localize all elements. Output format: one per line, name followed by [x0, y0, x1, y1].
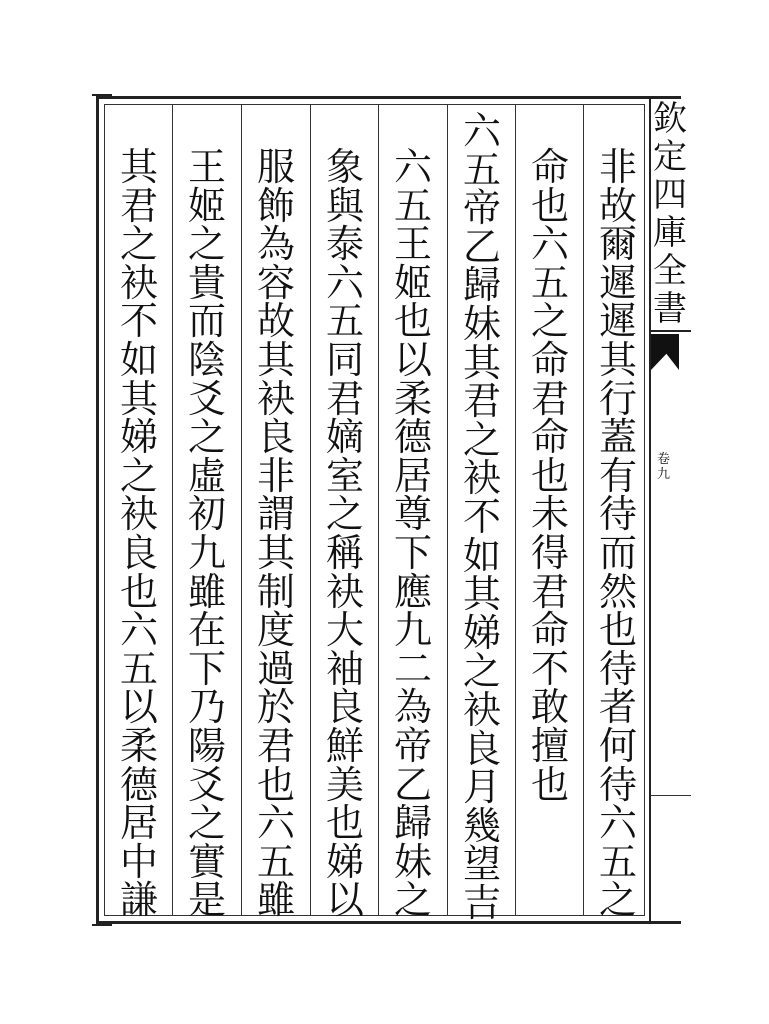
column-char: 象 — [325, 145, 364, 189]
column-char: 王 — [393, 222, 432, 267]
column-divider — [515, 104, 516, 916]
column-char: 之 — [187, 801, 226, 846]
column-char: 其 — [119, 376, 158, 421]
column-char: 望 — [462, 842, 501, 887]
column-char: 也 — [256, 762, 295, 807]
column-char: 容 — [256, 260, 295, 305]
column-char: 美 — [325, 762, 364, 807]
column-char: 吉 — [462, 880, 501, 925]
column-char: 陽 — [187, 723, 226, 768]
column-char: 大 — [325, 608, 364, 653]
column-char: 雖 — [256, 878, 295, 923]
text-column-3 — [453, 109, 511, 925]
column-char: 如 — [119, 337, 158, 382]
column-char: 九 — [393, 608, 432, 653]
column-char: 也 — [530, 762, 569, 807]
column-char: 未 — [530, 492, 569, 537]
column-char: 以 — [325, 878, 364, 923]
column-char: 六 — [393, 145, 432, 189]
column-char: 實 — [187, 839, 226, 884]
column-char: 敢 — [530, 685, 569, 730]
text-column-7 — [178, 145, 236, 923]
column-char: 擅 — [530, 723, 569, 768]
column-char: 蓋 — [598, 415, 637, 460]
column-char: 稱 — [325, 530, 364, 575]
column-char: 故 — [598, 183, 637, 228]
column-char: 乙 — [462, 224, 501, 269]
column-char: 者 — [598, 685, 637, 730]
column-char: 服 — [256, 145, 295, 189]
column-char: 應 — [393, 569, 432, 614]
text-column-4 — [384, 145, 442, 923]
column-char: 五 — [256, 839, 295, 884]
column-char: 待 — [598, 492, 637, 537]
column-char: 不 — [119, 299, 158, 344]
column-char: 歸 — [462, 263, 501, 308]
column-char: 過 — [256, 646, 295, 691]
column-char: 六 — [462, 109, 501, 153]
margin-divider — [651, 330, 691, 332]
column-char: 陰 — [187, 337, 226, 382]
column-char: 命 — [530, 608, 569, 653]
title-char: 庫 — [653, 213, 687, 253]
column-char: 袂 — [256, 376, 295, 421]
column-char: 五 — [530, 260, 569, 305]
column-char: 五 — [325, 299, 364, 344]
column-char: 在 — [187, 608, 226, 653]
column-char: 貴 — [187, 260, 226, 305]
column-char: 五 — [119, 646, 158, 691]
column-char: 姬 — [393, 260, 432, 305]
column-char: 謙 — [119, 878, 158, 923]
column-char: 君 — [325, 376, 364, 421]
column-char: 君 — [119, 183, 158, 228]
column-char: 六 — [530, 222, 569, 267]
column-char: 同 — [325, 337, 364, 382]
column-char: 嫡 — [325, 415, 364, 460]
column-char: 袂 — [462, 687, 501, 732]
column-char: 待 — [598, 646, 637, 691]
column-char: 也 — [530, 453, 569, 498]
column-divider — [241, 104, 242, 916]
title-char: 欽 — [653, 99, 687, 139]
column-char: 月 — [462, 765, 501, 810]
column-char: 於 — [256, 685, 295, 730]
column-char: 六 — [598, 801, 637, 846]
column-char: 良 — [325, 685, 364, 730]
column-divider — [447, 104, 448, 916]
column-char: 尊 — [393, 492, 432, 537]
column-char: 故 — [256, 299, 295, 344]
column-char: 爻 — [187, 762, 226, 807]
column-char: 之 — [393, 878, 432, 923]
column-divider — [378, 104, 379, 916]
column-char: 之 — [119, 453, 158, 498]
column-divider — [583, 104, 584, 916]
column-char: 行 — [598, 376, 637, 421]
text-column-5 — [316, 145, 374, 923]
column-char: 君 — [256, 723, 295, 768]
column-char: 良 — [119, 530, 158, 575]
title-char: 定 — [653, 137, 687, 177]
column-char: 謂 — [256, 492, 295, 537]
column-char: 非 — [598, 145, 637, 189]
column-char: 其 — [256, 337, 295, 382]
column-char: 帝 — [462, 186, 501, 231]
column-char: 爾 — [598, 222, 637, 267]
column-char: 之 — [530, 299, 569, 344]
column-char: 良 — [462, 726, 501, 771]
column-char: 命 — [530, 415, 569, 460]
column-char: 袂 — [119, 492, 158, 537]
column-char: 王 — [187, 145, 226, 189]
column-char: 泰 — [325, 222, 364, 267]
column-char: 是 — [187, 878, 226, 923]
column-char: 其 — [256, 530, 295, 575]
column-char: 德 — [119, 762, 158, 807]
column-char: 良 — [256, 415, 295, 460]
column-char: 君 — [530, 569, 569, 614]
column-char: 之 — [325, 492, 364, 537]
column-char: 袂 — [119, 260, 158, 305]
column-char: 雖 — [187, 569, 226, 614]
column-char: 柔 — [393, 376, 432, 421]
column-char: 而 — [598, 530, 637, 575]
column-char: 其 — [119, 145, 158, 189]
column-char: 六 — [119, 608, 158, 653]
column-char: 初 — [187, 492, 226, 537]
column-char: 之 — [462, 649, 501, 694]
column-char: 歸 — [393, 801, 432, 846]
column-char: 命 — [530, 145, 569, 189]
column-char: 也 — [530, 183, 569, 228]
column-char: 五 — [393, 183, 432, 228]
column-char: 九 — [187, 530, 226, 575]
column-char: 非 — [256, 453, 295, 498]
column-char: 五 — [598, 839, 637, 884]
margin-divider — [651, 795, 691, 796]
edge-mark — [92, 924, 112, 926]
column-char: 君 — [462, 379, 501, 424]
column-char: 與 — [325, 183, 364, 228]
volume-label — [657, 452, 670, 482]
column-char: 為 — [393, 685, 432, 730]
column-char: 居 — [393, 453, 432, 498]
column-char: 妹 — [462, 301, 501, 346]
column-char: 其 — [462, 572, 501, 617]
column-char: 度 — [256, 608, 295, 653]
column-char: 得 — [530, 530, 569, 575]
column-char: 其 — [598, 337, 637, 382]
column-char: 中 — [119, 839, 158, 884]
title-char: 四 — [653, 175, 687, 215]
column-char: 柔 — [119, 723, 158, 768]
column-char: 二 — [393, 646, 432, 691]
text-column-1 — [589, 145, 647, 923]
column-char: 袂 — [462, 456, 501, 501]
column-char: 之 — [119, 222, 158, 267]
column-char: 也 — [393, 299, 432, 344]
column-char: 下 — [187, 646, 226, 691]
column-char: 乙 — [393, 762, 432, 807]
column-char: 制 — [256, 569, 295, 614]
column-char: 六 — [325, 260, 364, 305]
column-char: 室 — [325, 453, 364, 498]
column-char: 德 — [393, 415, 432, 460]
column-char: 妹 — [393, 839, 432, 884]
column-divider — [172, 104, 173, 916]
title-char: 全 — [653, 251, 687, 291]
column-divider — [310, 104, 311, 916]
column-char: 以 — [393, 337, 432, 382]
column-char: 而 — [187, 299, 226, 344]
column-char: 之 — [462, 417, 501, 462]
volume-char: 九 — [657, 467, 671, 482]
column-char: 然 — [598, 569, 637, 614]
column-char: 下 — [393, 530, 432, 575]
text-column-2 — [521, 145, 579, 807]
column-char: 有 — [598, 453, 637, 498]
column-char: 也 — [325, 801, 364, 846]
column-char: 待 — [598, 762, 637, 807]
column-char: 何 — [598, 723, 637, 768]
title-char: 書 — [653, 289, 687, 329]
column-char: 如 — [462, 533, 501, 578]
column-char: 之 — [187, 415, 226, 460]
column-char: 以 — [119, 685, 158, 730]
column-char: 娣 — [119, 415, 158, 460]
column-char: 娣 — [462, 610, 501, 655]
column-char: 帝 — [393, 723, 432, 768]
column-char: 爻 — [187, 376, 226, 421]
column-char: 飾 — [256, 183, 295, 228]
column-char: 六 — [256, 801, 295, 846]
edge-mark — [92, 94, 112, 96]
column-char: 之 — [187, 222, 226, 267]
column-char: 不 — [462, 494, 501, 539]
column-char: 居 — [119, 801, 158, 846]
book-title — [648, 100, 692, 328]
column-char: 五 — [462, 147, 501, 192]
column-char: 遲 — [598, 299, 637, 344]
column-char: 虛 — [187, 453, 226, 498]
volume-char: 卷 — [657, 452, 671, 467]
text-column-8 — [110, 145, 168, 923]
column-char: 不 — [530, 646, 569, 691]
column-char: 幾 — [462, 803, 501, 848]
column-char: 也 — [598, 608, 637, 653]
column-char: 君 — [530, 376, 569, 421]
text-column-6 — [247, 145, 305, 923]
column-char: 娣 — [325, 839, 364, 884]
column-char: 袖 — [325, 646, 364, 691]
column-char: 遲 — [598, 260, 637, 305]
column-char: 乃 — [187, 685, 226, 730]
column-char: 袂 — [325, 569, 364, 614]
column-char: 之 — [598, 878, 637, 923]
column-char: 為 — [256, 222, 295, 267]
column-char: 鮮 — [325, 723, 364, 768]
column-char: 其 — [462, 340, 501, 385]
column-char: 命 — [530, 337, 569, 382]
column-char: 姬 — [187, 183, 226, 228]
column-char: 也 — [119, 569, 158, 614]
